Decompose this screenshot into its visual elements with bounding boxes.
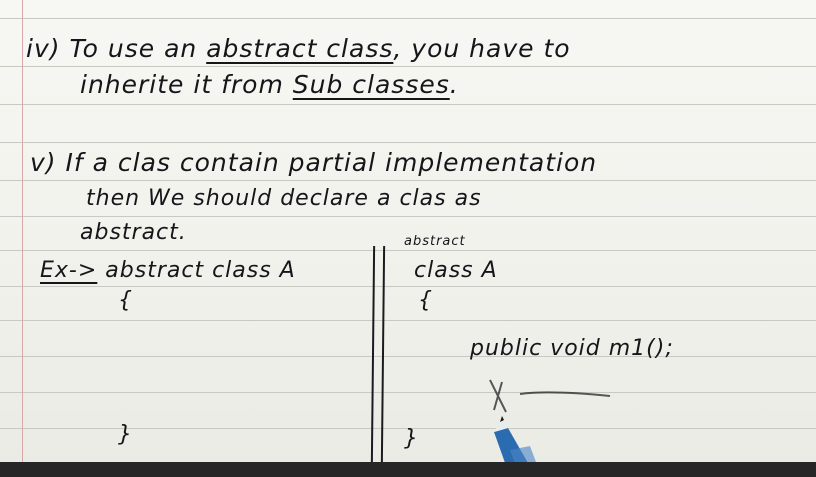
example-label: Ex-> xyxy=(40,258,98,283)
divider-line xyxy=(381,246,385,462)
point-iv-marker: iv) xyxy=(26,34,61,63)
rule-line xyxy=(0,104,816,105)
right-open-brace: { xyxy=(418,288,433,313)
rule-line xyxy=(0,66,816,67)
point-v-text1: If a clas contain partial implementation xyxy=(65,148,598,177)
example-code-right: class A xyxy=(414,258,498,283)
example-line xyxy=(40,258,296,283)
video-bottom-strip xyxy=(0,462,816,477)
rule-line xyxy=(0,250,816,251)
point-iv-line2 xyxy=(80,70,459,99)
point-iv-rest: , you have to xyxy=(393,34,571,63)
method-line: public void m1(); xyxy=(470,336,674,361)
rule-line xyxy=(0,286,816,287)
point-iv-text: To use an xyxy=(69,34,198,63)
rule-line xyxy=(0,142,816,143)
example-code-left: abstract class A xyxy=(105,258,296,283)
rule-line xyxy=(0,320,816,321)
rule-line xyxy=(0,180,816,181)
point-iv-term: abstract class xyxy=(206,34,394,63)
rule-line xyxy=(0,216,816,217)
point-v-line1 xyxy=(30,148,597,177)
point-iv-subclasses: Sub classes xyxy=(292,70,450,99)
left-close-brace: } xyxy=(118,422,133,447)
pen-icon xyxy=(480,388,550,462)
point-iv-period: . xyxy=(449,70,459,99)
rule-line xyxy=(0,356,816,357)
abstract-annotation: abstract xyxy=(404,234,466,249)
point-v-line2: then We should declare a clas as xyxy=(86,186,482,211)
point-iv-line2-text: inherite it from xyxy=(80,70,284,99)
rule-line xyxy=(0,392,816,393)
margin-line xyxy=(22,0,23,462)
point-v-line3: abstract. xyxy=(80,220,187,245)
point-v-marker: v) xyxy=(30,148,57,177)
point-iv-line1 xyxy=(26,34,571,63)
divider-line xyxy=(371,246,375,462)
right-close-brace: } xyxy=(404,426,419,451)
left-open-brace: { xyxy=(118,288,133,313)
rule-line xyxy=(0,18,816,19)
